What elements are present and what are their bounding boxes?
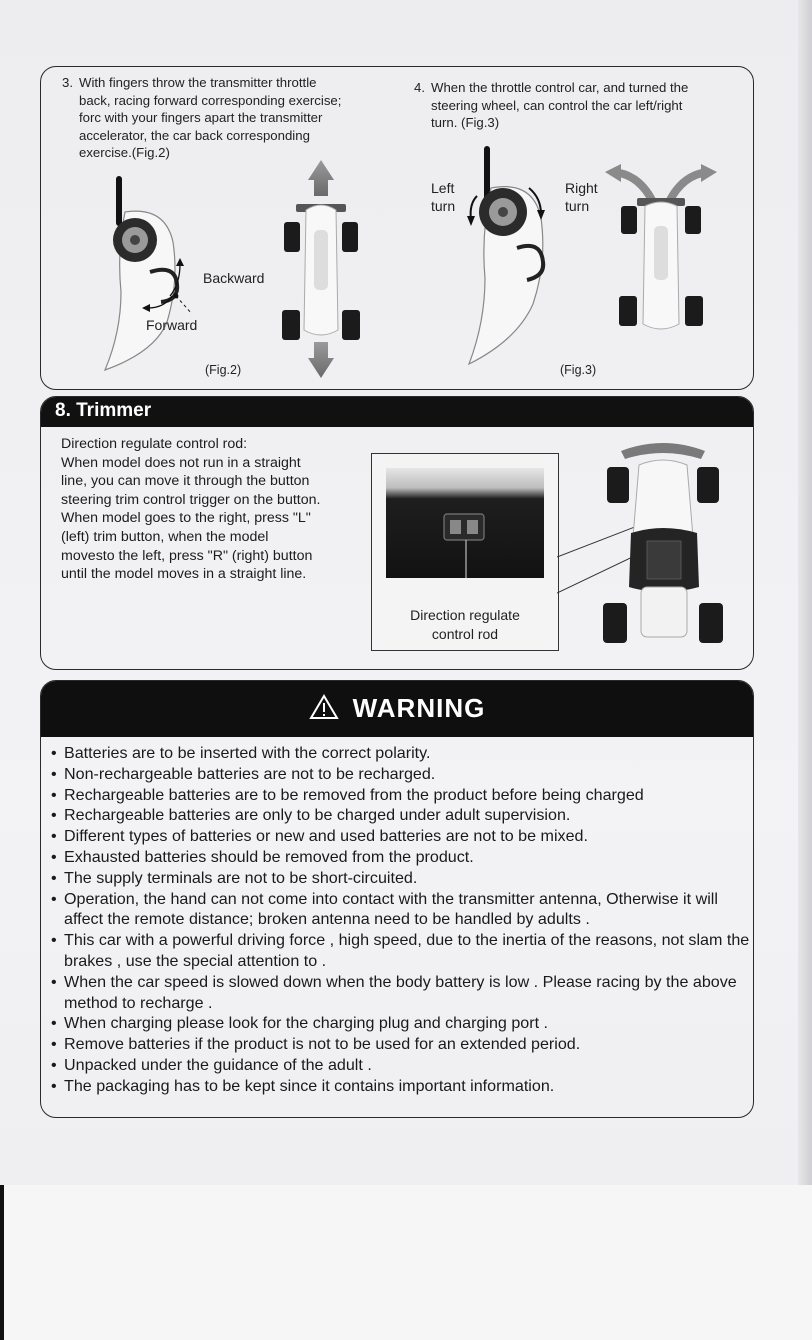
left-turn-label-2: turn bbox=[431, 198, 456, 214]
trimmer-line: (left) trim button, when the model bbox=[61, 528, 269, 545]
page-edge-shadow bbox=[0, 1185, 4, 1340]
step-4-instructions bbox=[414, 79, 734, 132]
step-4-number: 4. bbox=[414, 80, 425, 95]
trim-callout-line-2: control rod bbox=[431, 626, 499, 642]
warning-item: • When charging please look for the charging plug and charging port . bbox=[51, 1013, 751, 1034]
trimmer-instructions bbox=[61, 435, 381, 584]
step-4-line: When the throttle control car, and turned the bbox=[431, 80, 689, 95]
step-3-number: 3. bbox=[62, 75, 73, 90]
warning-title: WARNING bbox=[352, 693, 486, 723]
trim-callout-line-1: Direction regulate bbox=[410, 607, 520, 623]
trim-switch-icon bbox=[386, 468, 544, 578]
trimmer-line: steering trim control trigger on the button. bbox=[61, 491, 321, 508]
warning-header bbox=[41, 681, 753, 737]
step-3-line: accelerator, the car back corresponding bbox=[79, 127, 310, 143]
warning-panel bbox=[40, 680, 754, 1118]
warning-item: • Batteries are to be inserted with the correct polarity. bbox=[51, 743, 751, 764]
trim-button-photo bbox=[386, 468, 544, 578]
warning-item: • Rechargeable batteries are to be removed from the product before being charged bbox=[51, 785, 751, 806]
trimmer-panel bbox=[40, 396, 754, 670]
figure-3-caption: (Fig.3) bbox=[560, 363, 597, 377]
step-3-line: back, racing forward corresponding exercise; bbox=[79, 92, 342, 108]
throttle-direction-arrows-icon bbox=[140, 258, 202, 318]
warning-item: • This car with a powerful driving force , high speed, due to the inertia of the reasons, not slam the brakes , use the special attention to . bbox=[51, 930, 751, 972]
figure-2-caption: (Fig.2) bbox=[205, 363, 242, 377]
transmitter-steering-icon bbox=[455, 144, 565, 366]
trimmer-line: until the model moves in a straight line. bbox=[61, 566, 307, 583]
step-3-line: exercise.(Fig.2) bbox=[79, 145, 170, 160]
trimmer-line: Direction regulate control rod: bbox=[61, 436, 248, 452]
backward-label: Backward bbox=[203, 270, 265, 286]
rc-car-top-view-icon bbox=[597, 437, 727, 659]
trimmer-title: 8. Trimmer bbox=[55, 400, 152, 421]
right-turn-label-2: turn bbox=[565, 198, 590, 214]
warning-title-row bbox=[41, 693, 753, 724]
warning-item: • Non-rechargeable batteries are not to be recharged. bbox=[51, 764, 751, 785]
step-3-line: With fingers throw the transmitter throttle bbox=[79, 75, 317, 90]
trimmer-header bbox=[41, 397, 753, 427]
trimmer-line: When model does not run in a straight bbox=[61, 454, 301, 471]
warning-item: • The packaging has to be kept since it contains important information. bbox=[51, 1076, 751, 1097]
step-4-line: turn. (Fig.3) bbox=[431, 115, 500, 130]
warning-triangle-icon bbox=[309, 694, 339, 720]
warning-item: • Exhausted batteries should be removed from the product. bbox=[51, 847, 751, 868]
rc-car-turning-icon bbox=[605, 164, 717, 342]
warning-item: • Operation, the hand can not come into contact with the transmitter antenna, Otherwise it will affect the remote distance; broken antenna need to be handled by adults . bbox=[51, 889, 751, 931]
forward-label: Forward bbox=[146, 317, 198, 333]
trimmer-line: line, you can move it through the button bbox=[61, 473, 310, 490]
trimmer-line: movesto the left, press "R" (right) button bbox=[61, 547, 313, 564]
warning-item: • Unpacked under the guidance of the adult . bbox=[51, 1055, 751, 1076]
rc-car-icon bbox=[276, 160, 366, 378]
trimmer-line: When model goes to the right, press "L" bbox=[61, 510, 311, 527]
warning-list bbox=[51, 743, 751, 1097]
right-turn-label-1: Right bbox=[565, 180, 598, 196]
left-turn-label-1: Left bbox=[431, 180, 455, 196]
warning-item: • Different types of batteries or new and used batteries are not to be mixed. bbox=[51, 826, 751, 847]
page-bottom-margin bbox=[0, 1185, 812, 1340]
trim-callout-label bbox=[372, 606, 558, 644]
warning-item: • Rechargeable batteries are only to be charged under adult supervision. bbox=[51, 805, 751, 826]
warning-item: • When the car speed is slowed down when the body battery is low . Please racing by the above method to recharge . bbox=[51, 972, 751, 1014]
page-fold-shadow bbox=[798, 0, 812, 1340]
step-4-line: steering wheel, can control the car left/right bbox=[431, 97, 683, 113]
warning-item: • Remove batteries if the product is not to be used for an extended period. bbox=[51, 1034, 751, 1055]
step-3-instructions bbox=[62, 74, 392, 162]
warning-item: • The supply terminals are not to be short-circuited. bbox=[51, 868, 751, 889]
step-3-line: forc with your fingers apart the transmitter bbox=[79, 110, 323, 125]
trim-callout-box bbox=[371, 453, 559, 651]
